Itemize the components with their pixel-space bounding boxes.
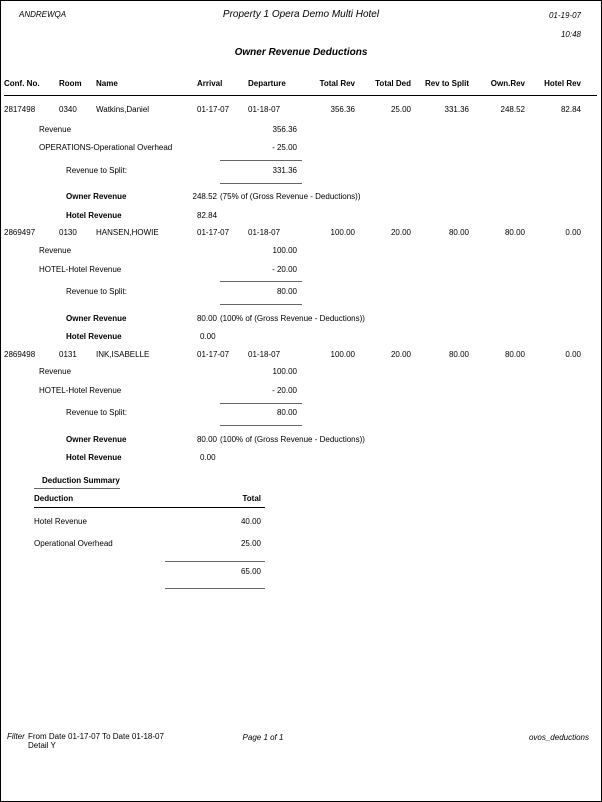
- summary-title: Deduction Summary: [42, 476, 120, 485]
- owner-revenue-label: Owner Revenue: [66, 435, 127, 444]
- subtotal-rule: [220, 160, 302, 161]
- departure-date: 01-18-07: [248, 105, 281, 114]
- conf-no: 2869497: [4, 228, 36, 237]
- col-conf-no: Conf. No.: [4, 79, 40, 88]
- report-time: 10:48: [560, 30, 581, 39]
- total-rev: 100.00: [330, 228, 355, 237]
- hotel-rev: 0.00: [565, 228, 581, 237]
- own-rev: 80.00: [504, 228, 525, 237]
- guest-name: INK,ISABELLE: [96, 350, 150, 359]
- col-total-rev: Total Rev: [319, 79, 355, 88]
- col-own-rev: Own.Rev: [490, 79, 525, 88]
- user-name: ANDREWQA: [19, 10, 67, 19]
- col-total-ded: Total Ded: [375, 79, 411, 88]
- total-ded: 20.00: [390, 228, 411, 237]
- hotel-revenue-label: Hotel Revenue: [66, 453, 122, 462]
- room-number: 0340: [59, 105, 77, 114]
- deduction-label: HOTEL-Hotel Revenue: [39, 386, 122, 395]
- summary-row-total: 40.00: [240, 517, 261, 526]
- page-number: Page 1 of 1: [242, 733, 284, 742]
- header-rule: [4, 95, 597, 96]
- report-date: 01-19-07: [548, 11, 581, 20]
- hotel-revenue-label: Hotel Revenue: [66, 211, 122, 220]
- summary-total-rule: [165, 588, 265, 589]
- rev-to-split: 80.00: [448, 350, 469, 359]
- hotel-revenue-label: Hotel Revenue: [66, 332, 122, 341]
- revenue-label: Revenue: [39, 125, 72, 134]
- deduction-value: - 20.00: [272, 265, 297, 274]
- total-rev: 356.36: [330, 105, 355, 114]
- room-number: 0130: [59, 228, 77, 237]
- report-code: ovos_deductions: [528, 733, 589, 742]
- subtotal-rule: [220, 425, 302, 426]
- revenue-value: 356.36: [272, 125, 297, 134]
- summary-row-label: Operational Overhead: [34, 539, 113, 548]
- total-rev: 100.00: [330, 350, 355, 359]
- hotel-revenue-value: 0.00: [200, 332, 216, 341]
- col-rev-to-split: Rev to Split: [424, 79, 469, 88]
- revenue-to-split-label: Revenue to Split:: [66, 166, 127, 175]
- hotel-revenue-value: 82.84: [197, 211, 218, 220]
- total-ded: 20.00: [390, 350, 411, 359]
- arrival-date: 01-17-07: [197, 105, 230, 114]
- arrival-date: 01-17-07: [197, 228, 230, 237]
- guest-name: HANSEN,HOWIE: [96, 228, 159, 237]
- revenue-value: 100.00: [272, 246, 297, 255]
- summary-row-total: 25.00: [240, 539, 261, 548]
- deduction-value: - 25.00: [272, 143, 297, 152]
- revenue-to-split-label: Revenue to Split:: [66, 408, 127, 417]
- revenue-to-split-label: Revenue to Split:: [66, 287, 127, 296]
- owner-revenue-value: 248.52: [192, 192, 217, 201]
- own-rev: 80.00: [504, 350, 525, 359]
- summary-row-label: Hotel Revenue: [34, 517, 87, 526]
- summary-grand-total: 65.00: [240, 567, 261, 576]
- subtotal-rule: [220, 403, 302, 404]
- summary-title-rule: [34, 488, 120, 489]
- own-rev: 248.52: [500, 105, 525, 114]
- summary-col-total: Total: [242, 494, 261, 503]
- property-name: Property 1 Opera Demo Multi Hotel: [222, 9, 380, 20]
- conf-no: 2817498: [4, 105, 36, 114]
- owner-revenue-label: Owner Revenue: [66, 192, 127, 201]
- subtotal-rule: [220, 304, 302, 305]
- deduction-value: - 20.00: [272, 386, 297, 395]
- owner-revenue-note: (100% of (Gross Revenue - Deductions)): [220, 435, 365, 444]
- hotel-rev: 0.00: [565, 350, 581, 359]
- conf-no: 2869498: [4, 350, 36, 359]
- col-departure: Departure: [248, 79, 286, 88]
- col-hotel-rev: Hotel Rev: [544, 79, 581, 88]
- subtotal-rule: [220, 281, 302, 282]
- owner-revenue-note: (75% of (Gross Revenue - Deductions)): [220, 192, 361, 201]
- hotel-rev: 82.84: [560, 105, 581, 114]
- deduction-label: OPERATIONS-Operational Overhead: [39, 143, 173, 152]
- filter-text: From Date 01-17-07 To Date 01-18-07: [28, 732, 164, 741]
- filter-label: Filter: [7, 732, 25, 741]
- revenue-to-split-value: 80.00: [276, 287, 297, 296]
- owner-revenue-value: 80.00: [196, 314, 217, 323]
- revenue-to-split-value: 80.00: [276, 408, 297, 417]
- revenue-label: Revenue: [39, 246, 72, 255]
- owner-revenue-value: 80.00: [196, 435, 217, 444]
- col-name: Name: [96, 79, 118, 88]
- revenue-value: 100.00: [272, 367, 297, 376]
- col-room: Room: [59, 79, 82, 88]
- departure-date: 01-18-07: [248, 350, 281, 359]
- subtotal-rule: [220, 183, 302, 184]
- report-title: Owner Revenue Deductions: [234, 47, 368, 58]
- col-arrival: Arrival: [197, 79, 223, 88]
- revenue-to-split-value: 331.36: [272, 166, 297, 175]
- owner-revenue-note: (100% of (Gross Revenue - Deductions)): [220, 314, 365, 323]
- room-number: 0131: [59, 350, 77, 359]
- summary-total-rule: [165, 561, 265, 562]
- hotel-revenue-value: 0.00: [200, 453, 216, 462]
- summary-col-deduction: Deduction: [34, 494, 74, 503]
- total-ded: 25.00: [390, 105, 411, 114]
- guest-name: Watkins,Daniel: [96, 105, 150, 114]
- rev-to-split: 331.36: [444, 105, 469, 114]
- owner-revenue-label: Owner Revenue: [66, 314, 127, 323]
- revenue-label: Revenue: [39, 367, 72, 376]
- rev-to-split: 80.00: [448, 228, 469, 237]
- arrival-date: 01-17-07: [197, 350, 230, 359]
- summary-header-rule: [34, 507, 265, 508]
- filter-detail: Detail Y: [28, 741, 56, 750]
- departure-date: 01-18-07: [248, 228, 281, 237]
- deduction-label: HOTEL-Hotel Revenue: [39, 265, 122, 274]
